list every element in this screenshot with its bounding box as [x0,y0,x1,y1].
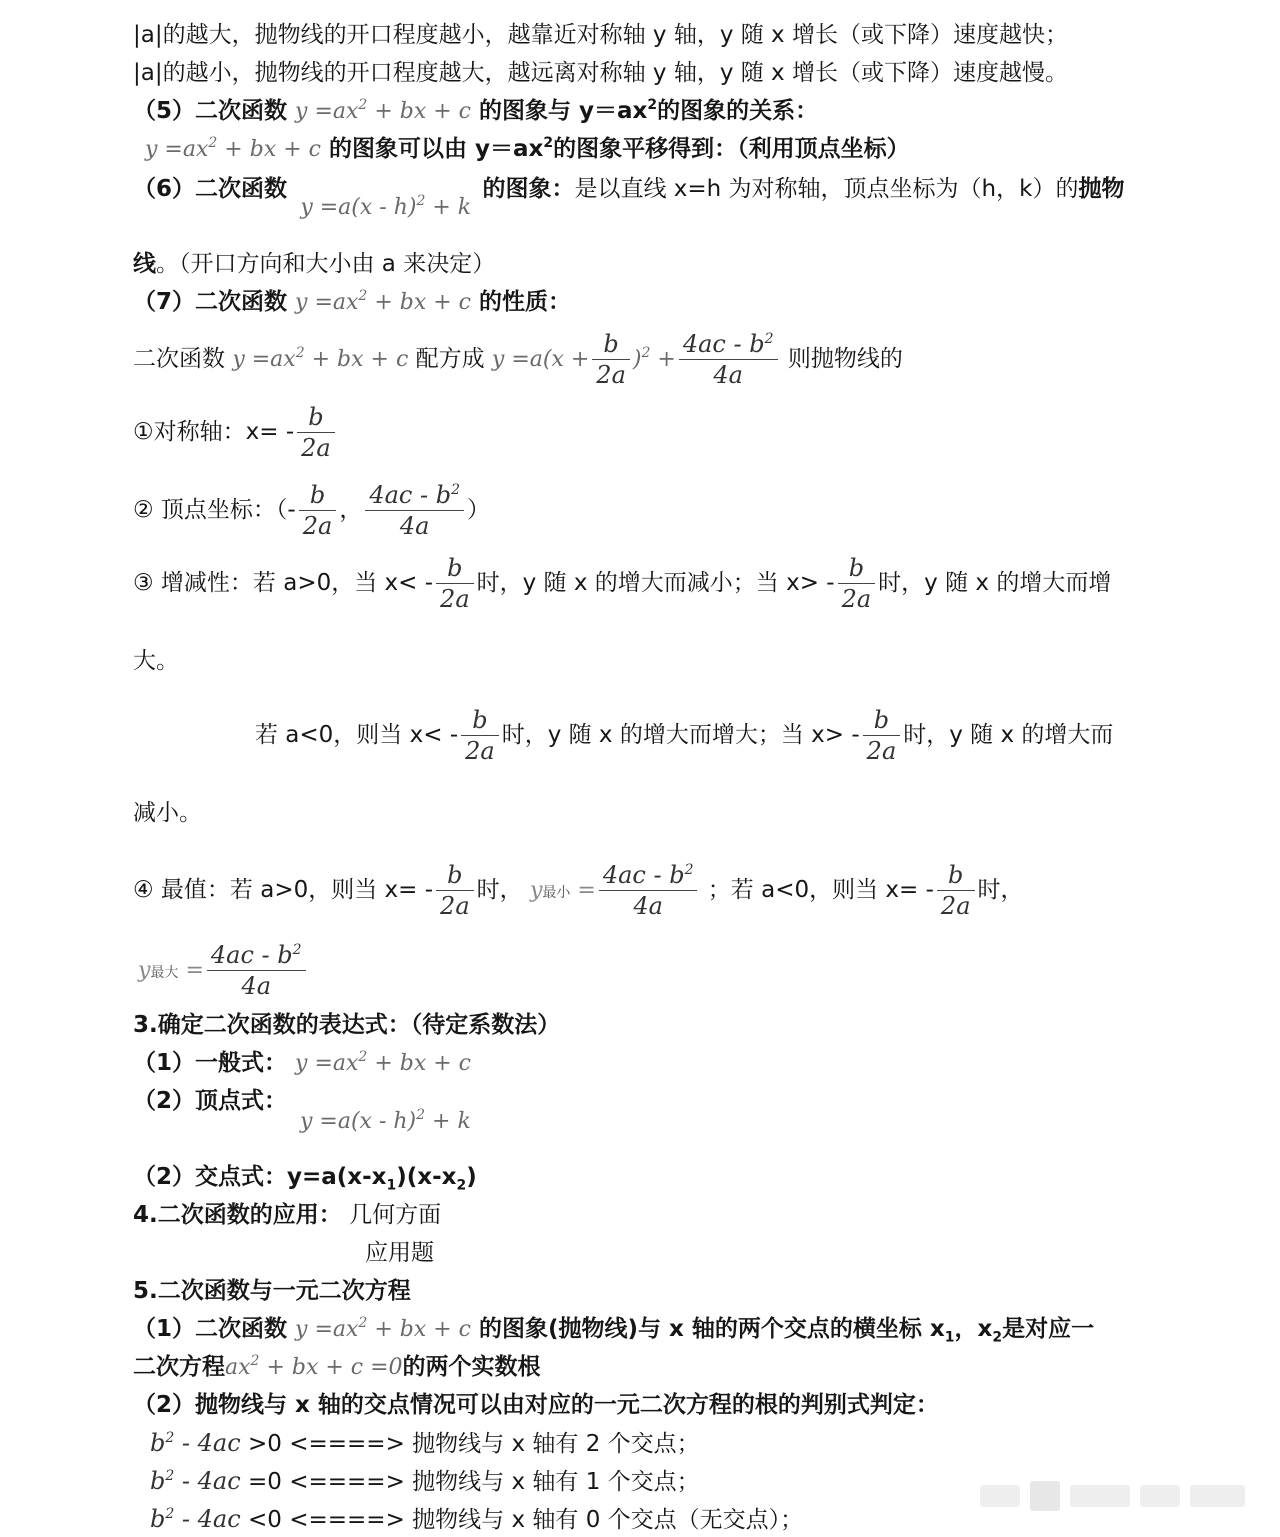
monotonicity-neg: 若 a<0，则当 x< - $\frac{b}{2a}$ 时，y 随 x 的增大而增大；当 x> - $\frac{b}{2a}$ 时，y 随 x 的增大而 [255,706,1114,765]
fraction: $\frac{b}{2a}$ [592,329,630,390]
text-line: 线。（开口方向和大小由 a 来决定） [133,251,496,277]
text-line: 二次函数 $y =ax^2$ + bx + c 配方成 y =a(x + $\frac{b}{2a}$ )$^2$ + $\frac{4ac - b^2}{4a}$ 则抛物线的 [133,330,903,389]
fraction: $\frac{4ac - b^2}{4a}$ [207,940,306,1001]
fraction: $\frac{4ac - b^2}{4a}$ [599,860,698,921]
formula: $y =ax^2$ + bx + c [295,1315,471,1342]
text-line: |a|的越小，抛物线的开口程度越大，越远离对称轴 y 轴，y 随 x 增长（或下降）速度越慢。 [133,60,1068,86]
fraction: $\frac{b}{2a}$ [436,860,474,921]
discriminant-title: （2）抛物线与 x 轴的交点情况可以由对应的一元二次方程的根的判别式判定： [133,1392,939,1418]
intercept-form: （2）交点式：$y=a(x-x_1)(x-x_2)$ [133,1164,477,1194]
fraction: $\frac{4ac - b^2}{4a}$ [365,480,464,541]
fraction: $\frac{b}{2a}$ [863,705,901,766]
heading-5: （5）二次函数 $y =ax^2$ + bx + c 的图象与 $y=ax^2$的图象的关系： [133,97,819,124]
fraction: $\frac{b}{2a}$ [299,480,337,541]
discriminant-case: $b^2 - 4ac <0$ <====> 抛物线与 x 轴有 0 个交点（无交点）； [150,1505,804,1533]
formula: $y =ax^2$ + bx + c [295,97,471,124]
extreme-value: ④ 最值：若 a>0，则当 x= - $\frac{b}{2a}$ 时， y最小 = $\frac{4ac - b^2}{4a}$ ；若 a<0，则当 x= - $\frac{b}{2a}$ 时， [133,861,1024,920]
discriminant-case: $b^2 - 4ac =0$ <====> 抛物线与 x 轴有 1 个交点； [150,1467,700,1495]
text-line: |a|的越大，抛物线的开口程度越小，越靠近对称轴 y 轴，y 随 x 增长（或下降）速度越快； [133,22,1068,48]
text-line: （1）二次函数 $y =ax^2$ + bx + c 的图象(抛物线)与 x 轴的两个交点的横坐标 $x_1$，$x_2$是对应一 [133,1315,1095,1346]
section-5-title: 5.二次函数与一元二次方程 [133,1278,411,1304]
fraction: $\frac{b}{2a}$ [461,705,499,766]
formula: $ax^2$ + bx + c =0 [225,1353,403,1380]
text-line: $y =ax^2$ + bx + c 的图象可以由 $y=ax^2$的图象平移得到：（利用顶点坐标） [145,135,910,162]
text-line: 大。 [133,648,179,674]
formula: $y =ax^2$ + bx + c [232,345,409,372]
max-value: y最大 = $\frac{4ac - b^2}{4a}$ [138,940,309,1001]
symmetry-axis: ①对称轴：x= - $\frac{b}{2a}$ [133,402,338,463]
general-form: （1）一般式： $y =ax^2$ + bx + c [133,1049,471,1076]
application-item: 应用题 [365,1240,434,1266]
fraction: $\frac{b}{2a}$ [436,553,474,614]
heading-7: （7）二次函数 $y =ax^2$ + bx + c 的性质： [133,288,572,315]
vertex-coordinates: ② 顶点坐标：（- $\frac{b}{2a}$ ， $\frac{4ac - b^2}{4a}$ ） [133,481,490,540]
section-4-title: 4.二次函数的应用： 几何方面 [133,1202,442,1228]
heading-6: （6）二次函数 y =a(x - h)$^2$ + k 的图象：是以直线 x=h 为对称轴，顶点坐标为（h，k）的抛物 [133,176,1125,220]
fraction: $\frac{b}{2a}$ [937,860,975,921]
formula: $y =ax^2$ + bx + c [295,1049,471,1076]
formula: $y =ax^2$ + bx + c [295,288,471,315]
watermark [980,1477,1250,1517]
formula: $y =ax^2$ + bx + c [145,135,321,162]
fraction: $\frac{b}{2a}$ [838,553,876,614]
section-3-title: 3.确定二次函数的表达式：（待定系数法） [133,1012,561,1038]
formula: y =a(x - h)$^2$ + k [300,193,472,220]
fraction: $\frac{4ac - b^2}{4a}$ [679,329,778,390]
vertex-form-label: （2）顶点式： [133,1088,288,1114]
monotonicity: ③ 增减性：若 a>0，当 x< - $\frac{b}{2a}$ 时，y 随 x 的增大而减小；当 x> - $\frac{b}{2a}$ 时，y 随 x 的增大而增 [133,554,1112,613]
fraction: $\frac{b}{2a}$ [297,402,335,463]
text-line: 二次方程$ax^2$ + bx + c =0的两个实数根 [133,1353,541,1380]
vertex-form: y =a(x - h)$^2$ + k [300,1107,471,1134]
text-line: 减小。 [133,800,202,826]
discriminant-case: $b^2 - 4ac >0$ <====> 抛物线与 x 轴有 2 个交点； [150,1429,700,1457]
formula: y =a(x + [491,347,590,372]
